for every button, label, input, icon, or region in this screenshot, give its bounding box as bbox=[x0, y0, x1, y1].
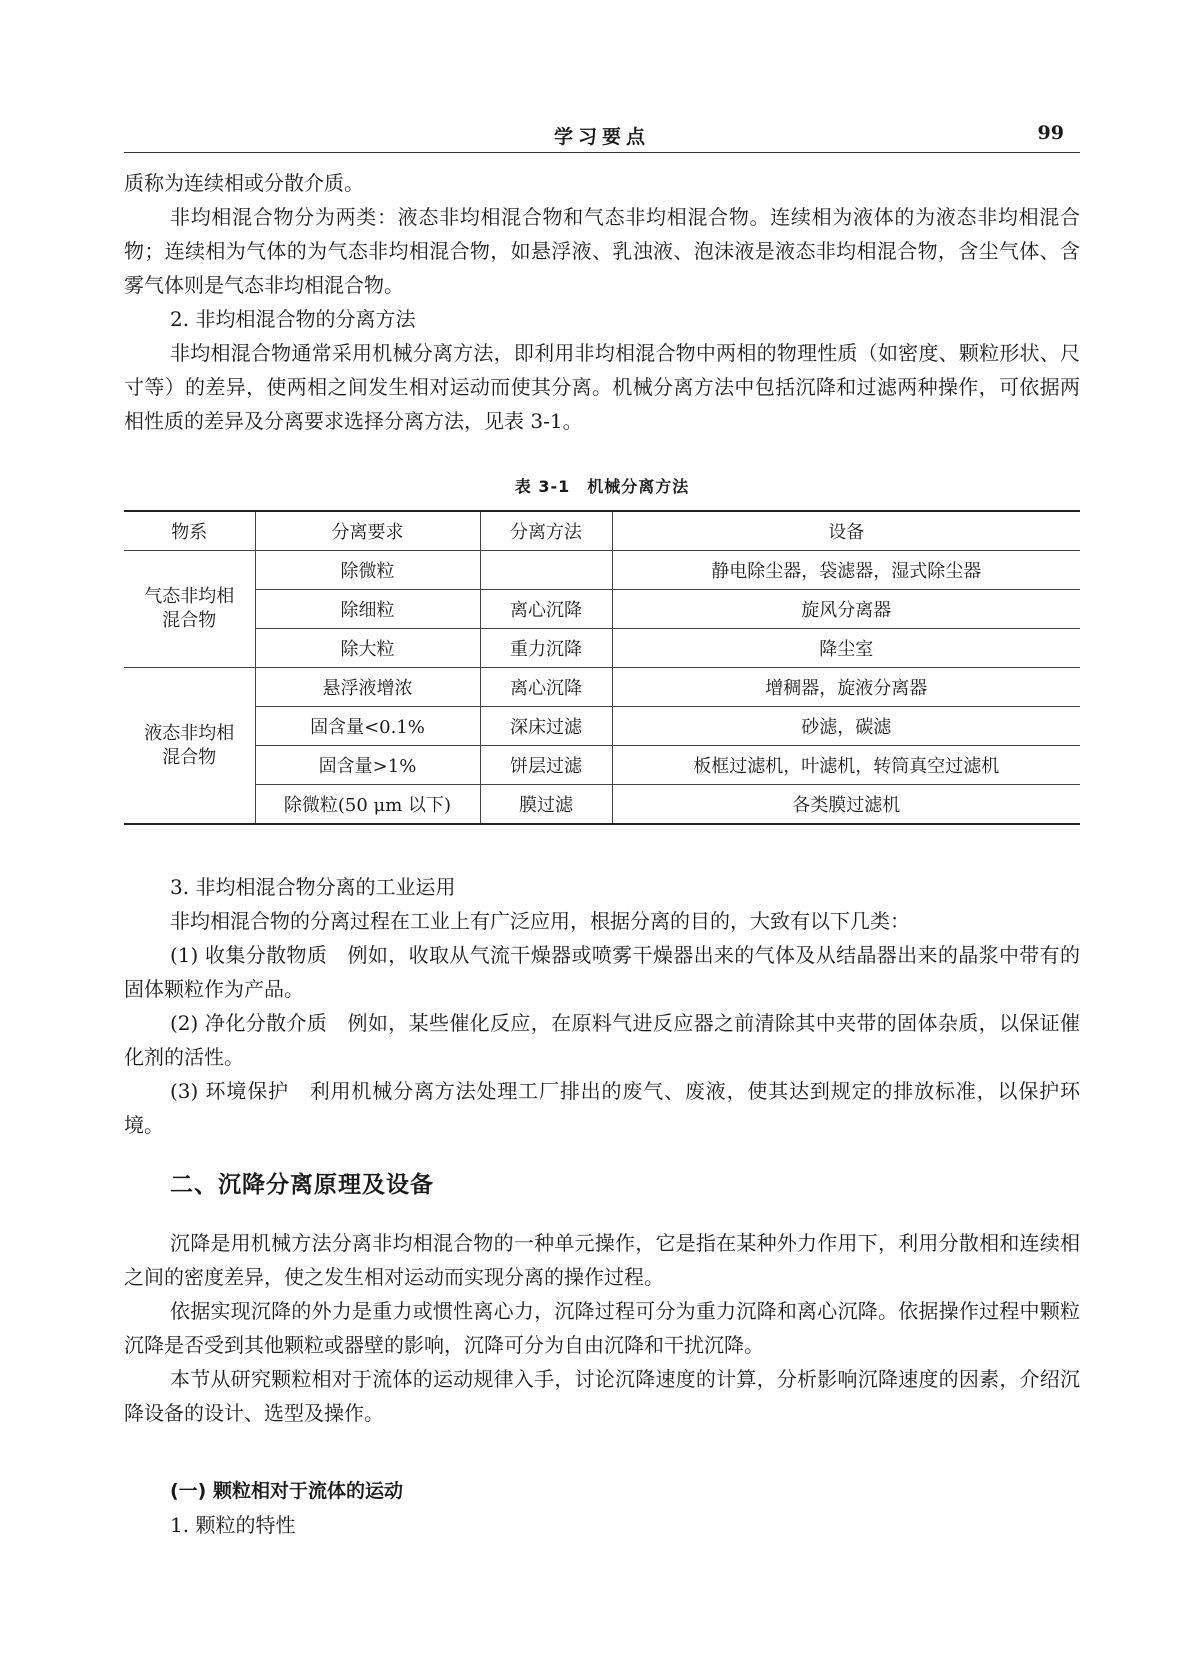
item-lead: (3) 环境保护 bbox=[170, 1079, 289, 1103]
paragraph-mixture-types: 非均相混合物分为两类：液态非均相混合物和气态非均相混合物。连续相为液体的为液态非均相混合物；连续相为气体的为气态非均相混合物，如悬浮液、乳浊液、泡沫液是液态非均相混合物，含尘气体、含雾气体则是气态非均相混合物。 bbox=[124, 205, 1080, 297]
header-equipment: 设备 bbox=[612, 511, 1080, 551]
heading-separation-methods: 2. 非均相混合物的分离方法 bbox=[170, 307, 416, 331]
heading-industrial-use: 3. 非均相混合物分离的工业运用 bbox=[170, 875, 456, 899]
cell-method: 饼层过滤 bbox=[480, 746, 612, 785]
header-method: 分离方法 bbox=[480, 511, 612, 551]
heading-particle-properties: 1. 颗粒的特性 bbox=[170, 1513, 296, 1537]
cell-equipment: 板框过滤机，叶滤机，转筒真空过滤机 bbox=[612, 746, 1080, 785]
system-gas: 气态非均相混合物 bbox=[124, 551, 255, 668]
cell-equipment: 各类膜过滤机 bbox=[612, 785, 1080, 825]
table-caption: 表 3-1 机械分离方法 bbox=[514, 477, 690, 496]
table-header-row bbox=[124, 511, 1080, 551]
list-item bbox=[124, 1006, 1080, 1074]
table-row bbox=[124, 785, 1080, 825]
cell-requirement: 固含量>1% bbox=[255, 746, 480, 785]
cell-equipment: 增稠器，旋液分离器 bbox=[612, 668, 1080, 707]
cell-requirement: 悬浮液增浓 bbox=[255, 668, 480, 707]
header-requirement: 分离要求 bbox=[255, 511, 480, 551]
table-row bbox=[124, 629, 1080, 668]
paragraph-continued: 质称为连续相或分散介质。 bbox=[124, 171, 364, 195]
paragraph-sedimentation-types: 依据实现沉降的外力是重力或惯性离心力，沉降过程可分为重力沉降和离心沉降。依据操作过程中颗粒沉降是否受到其他颗粒或器壁的影响，沉降可分为自由沉降和干扰沉降。 bbox=[124, 1299, 1080, 1357]
separation-methods-table bbox=[124, 510, 1080, 825]
cell-requirement: 固含量<0.1% bbox=[255, 707, 480, 746]
system-liquid: 液态非均相混合物 bbox=[124, 668, 255, 825]
paragraph-section-overview: 本节从研究颗粒相对于流体的运动规律入手，讨论沉降速度的计算，分析影响沉降速度的因素，介绍沉降设备的设计、选型及操作。 bbox=[124, 1367, 1080, 1425]
item-lead: (2) 净化分散介质 bbox=[170, 1011, 328, 1035]
subsection-title: (一) 颗粒相对于流体的运动 bbox=[170, 1480, 403, 1502]
cell-method: 离心沉降 bbox=[480, 590, 612, 629]
item-lead: (1) 收集分散物质 bbox=[170, 943, 328, 967]
cell-equipment: 砂滤，碳滤 bbox=[612, 707, 1080, 746]
cell-requirement: 除细粒 bbox=[255, 590, 480, 629]
item-text: 例如，某些催化反应，在原料气进反应器之前清除其中夹带的固体杂质，以保证催化剂的活性。 bbox=[124, 1011, 1081, 1069]
cell-equipment: 静电除尘器，袋滤器，湿式除尘器 bbox=[612, 551, 1080, 590]
section-title: 二、沉降分离原理及设备 bbox=[170, 1172, 434, 1198]
cell-method: 重力沉降 bbox=[480, 629, 612, 668]
cell-requirement: 除微粒(50 μm 以下) bbox=[255, 785, 480, 825]
paragraph-industrial-use: 非均相混合物的分离过程在工业上有广泛应用，根据分离的目的，大致有以下几类： bbox=[170, 909, 910, 933]
cell-method: 离心沉降 bbox=[480, 668, 612, 707]
cell-requirement: 除微粒 bbox=[255, 551, 480, 590]
cell-equipment: 旋风分离器 bbox=[612, 590, 1080, 629]
list-item bbox=[124, 1074, 1080, 1142]
cell-requirement: 除大粒 bbox=[255, 629, 480, 668]
running-title: 学习要点 bbox=[553, 126, 650, 148]
cell-method: 深床过滤 bbox=[480, 707, 612, 746]
running-header bbox=[124, 116, 1080, 153]
paragraph-sedimentation-definition: 沉降是用机械方法分离非均相混合物的一种单元操作，它是指在某种外力作用下，利用分散相和连续相之间的密度差异，使之发生相对运动而实现分离的操作过程。 bbox=[124, 1231, 1080, 1289]
header-system: 物系 bbox=[124, 511, 255, 551]
item-text: 利用机械分离方法处理工厂排出的废气、废液，使其达到规定的排放标准，以保护环境。 bbox=[124, 1079, 1081, 1137]
item-text: 例如，收取从气流干燥器或喷雾干燥器出来的气体及从结晶器出来的晶浆中带有的固体颗粒作为产品。 bbox=[124, 943, 1081, 1001]
table-row bbox=[124, 551, 1080, 590]
page-number: 99 bbox=[1037, 122, 1064, 144]
table-row bbox=[124, 590, 1080, 629]
table-row bbox=[124, 668, 1080, 707]
table-row bbox=[124, 746, 1080, 785]
table-row bbox=[124, 707, 1080, 746]
list-item bbox=[124, 938, 1080, 1006]
cell-method bbox=[480, 551, 612, 590]
cell-method: 膜过滤 bbox=[480, 785, 612, 825]
paragraph-separation-methods: 非均相混合物通常采用机械分离方法，即利用非均相混合物中两相的物理性质（如密度、颗粒形状、尺寸等）的差异，使两相之间发生相对运动而使其分离。机械分离方法中包括沉降和过滤两种操作，可依据两相性质的差异及分离要求选择分离方法，见表 3-1。 bbox=[124, 341, 1080, 433]
cell-equipment: 降尘室 bbox=[612, 629, 1080, 668]
